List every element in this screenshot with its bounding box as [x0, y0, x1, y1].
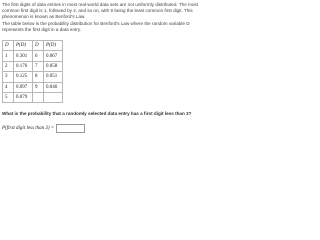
table-cell: 0.058 [44, 61, 63, 71]
table-header-row [3, 41, 63, 51]
question-text: What is the probability that a randomly selected data entry has a first digit less than 3? [2, 111, 192, 116]
table-cell: 0.301 [14, 51, 33, 61]
table-cell: 4 [3, 82, 14, 92]
table-cell: 0.176 [14, 61, 33, 71]
benford-table [2, 40, 63, 103]
answer-row [2, 124, 85, 133]
answer-label: P(first digit less than 3) = [2, 126, 55, 131]
table-cell: 3 [3, 72, 14, 82]
table-cell: 1 [3, 51, 14, 61]
table-row [3, 72, 63, 82]
table-cell: 0.097 [14, 82, 33, 92]
table-cell: 0.046 [44, 82, 63, 92]
table-cell [33, 92, 44, 102]
column-header-pd: P(D) [14, 41, 33, 51]
column-header-pd: P(D) [44, 41, 63, 51]
column-header-d: D [3, 41, 14, 51]
table-cell: 0.067 [44, 51, 63, 61]
intro-paragraph: The first digits of data entries in most real-world data sets are not uniformly distributed. The most common first digit is 1, followed by 2, and so on, with 9 being the least common first digit. This phenomenon is known as Benford's Law. [2, 2, 199, 19]
table-row [3, 82, 63, 92]
table-cell: 0.079 [14, 92, 33, 102]
table-cell: 0.051 [44, 72, 63, 82]
table-cell: 2 [3, 61, 14, 71]
table-cell: 6 [33, 51, 44, 61]
column-header-d: D [33, 41, 44, 51]
table-cell [44, 92, 63, 102]
table-row [3, 61, 63, 71]
table-row [3, 51, 63, 61]
answer-input[interactable] [56, 124, 85, 133]
table-cell: 7 [33, 61, 44, 71]
table-cell: 0.125 [14, 72, 33, 82]
table-cell: 9 [33, 82, 44, 92]
table-description: The table below is the probability distribution for Benford's Law where the random variable D represents the first digit in a data entry. [2, 21, 190, 32]
table-row [3, 92, 63, 102]
table-cell: 5 [3, 92, 14, 102]
table-cell: 8 [33, 72, 44, 82]
